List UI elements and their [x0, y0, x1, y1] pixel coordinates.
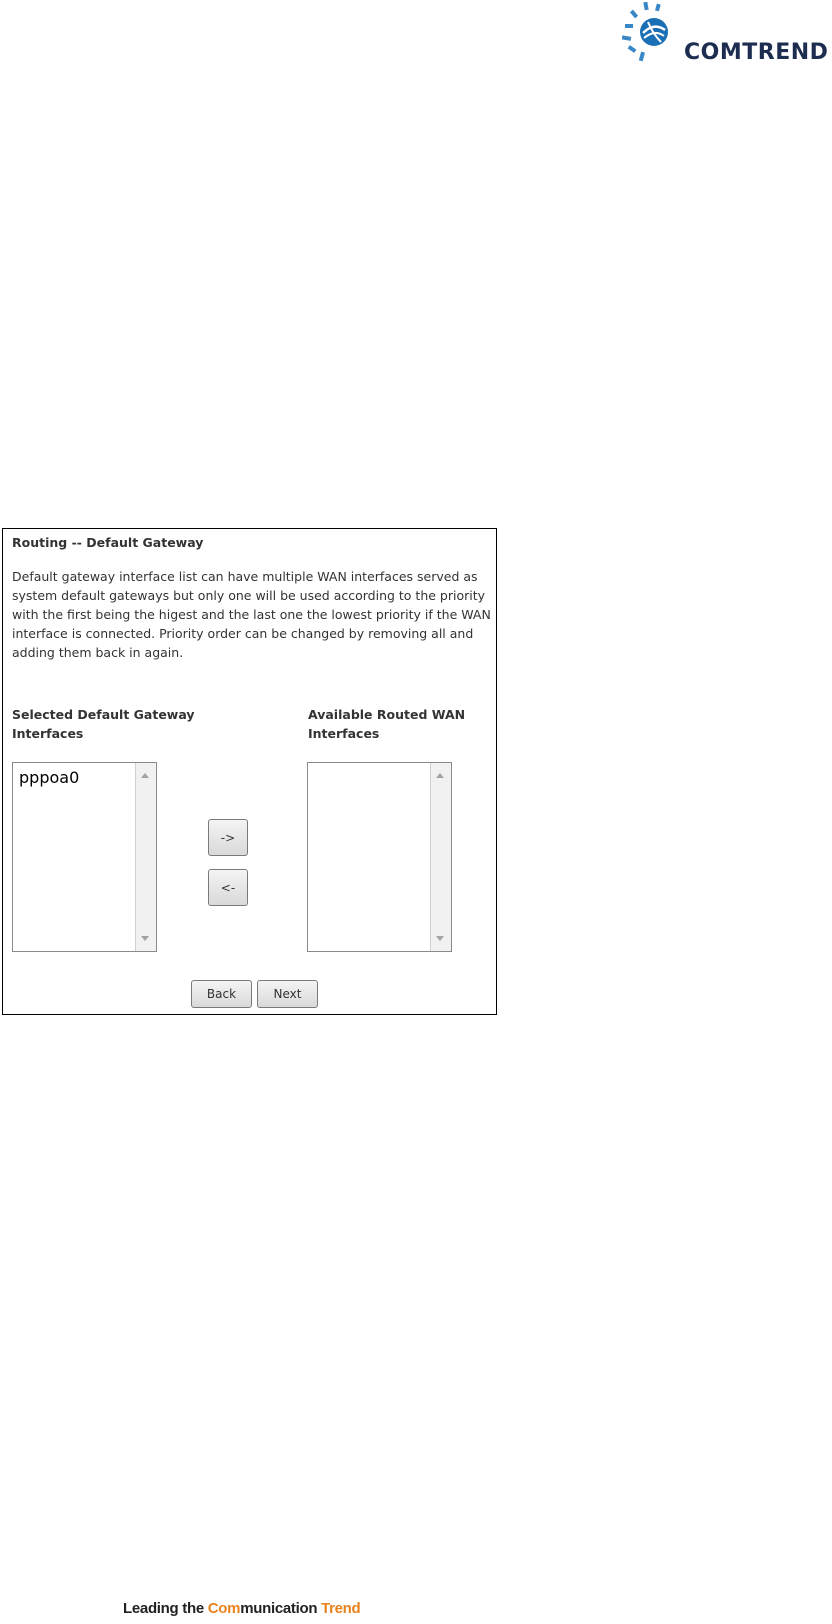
default-gateway-panel [2, 528, 497, 1015]
available-heading-line2: Interfaces [308, 726, 380, 741]
footer-tagline [123, 1600, 360, 1617]
available-list-scrollbar[interactable] [430, 763, 451, 951]
list-item[interactable]: pppoa0 [19, 768, 80, 787]
brand-name: COMTREND [684, 40, 829, 65]
available-heading-line1: Available Routed WAN [308, 707, 466, 722]
panel-description: Default gateway interface list can have multiple WAN interfaces served as system default gateways but only one will be used according to the priority with the first being the higest and the last one the lowest priority if the WAN interface is connected. Priority order can be changed by removing all and adding them back in again. [12, 569, 491, 660]
panel-title: Routing -- Default Gateway [12, 535, 204, 550]
tagline-part3: munication [240, 1600, 322, 1617]
scroll-down-icon[interactable] [141, 936, 149, 941]
selected-heading-line1: Selected Default Gateway [12, 707, 195, 722]
move-left-button[interactable]: <- [208, 869, 248, 906]
selected-list-items [13, 763, 135, 951]
back-button[interactable]: Back [191, 980, 252, 1008]
tagline-part2: Com [207, 1600, 241, 1617]
sunburst-logo-icon [622, 2, 692, 62]
selected-interfaces-heading [12, 705, 195, 743]
available-wan-listbox[interactable] [307, 762, 452, 952]
scroll-down-icon[interactable] [436, 936, 444, 941]
selected-list-scrollbar[interactable] [135, 763, 156, 951]
available-list-items [308, 763, 430, 951]
scroll-up-icon[interactable] [436, 773, 444, 778]
available-interfaces-heading [308, 705, 465, 743]
scroll-up-icon[interactable] [141, 773, 149, 778]
tagline-part1: Leading the [123, 1600, 208, 1617]
next-button[interactable]: Next [257, 980, 318, 1008]
selected-gateway-listbox[interactable] [12, 762, 157, 952]
tagline-part4: Trend [321, 1600, 361, 1617]
comtrend-logo [622, 2, 832, 78]
move-right-button[interactable]: -> [208, 819, 248, 856]
selected-heading-line2: Interfaces [12, 726, 84, 741]
